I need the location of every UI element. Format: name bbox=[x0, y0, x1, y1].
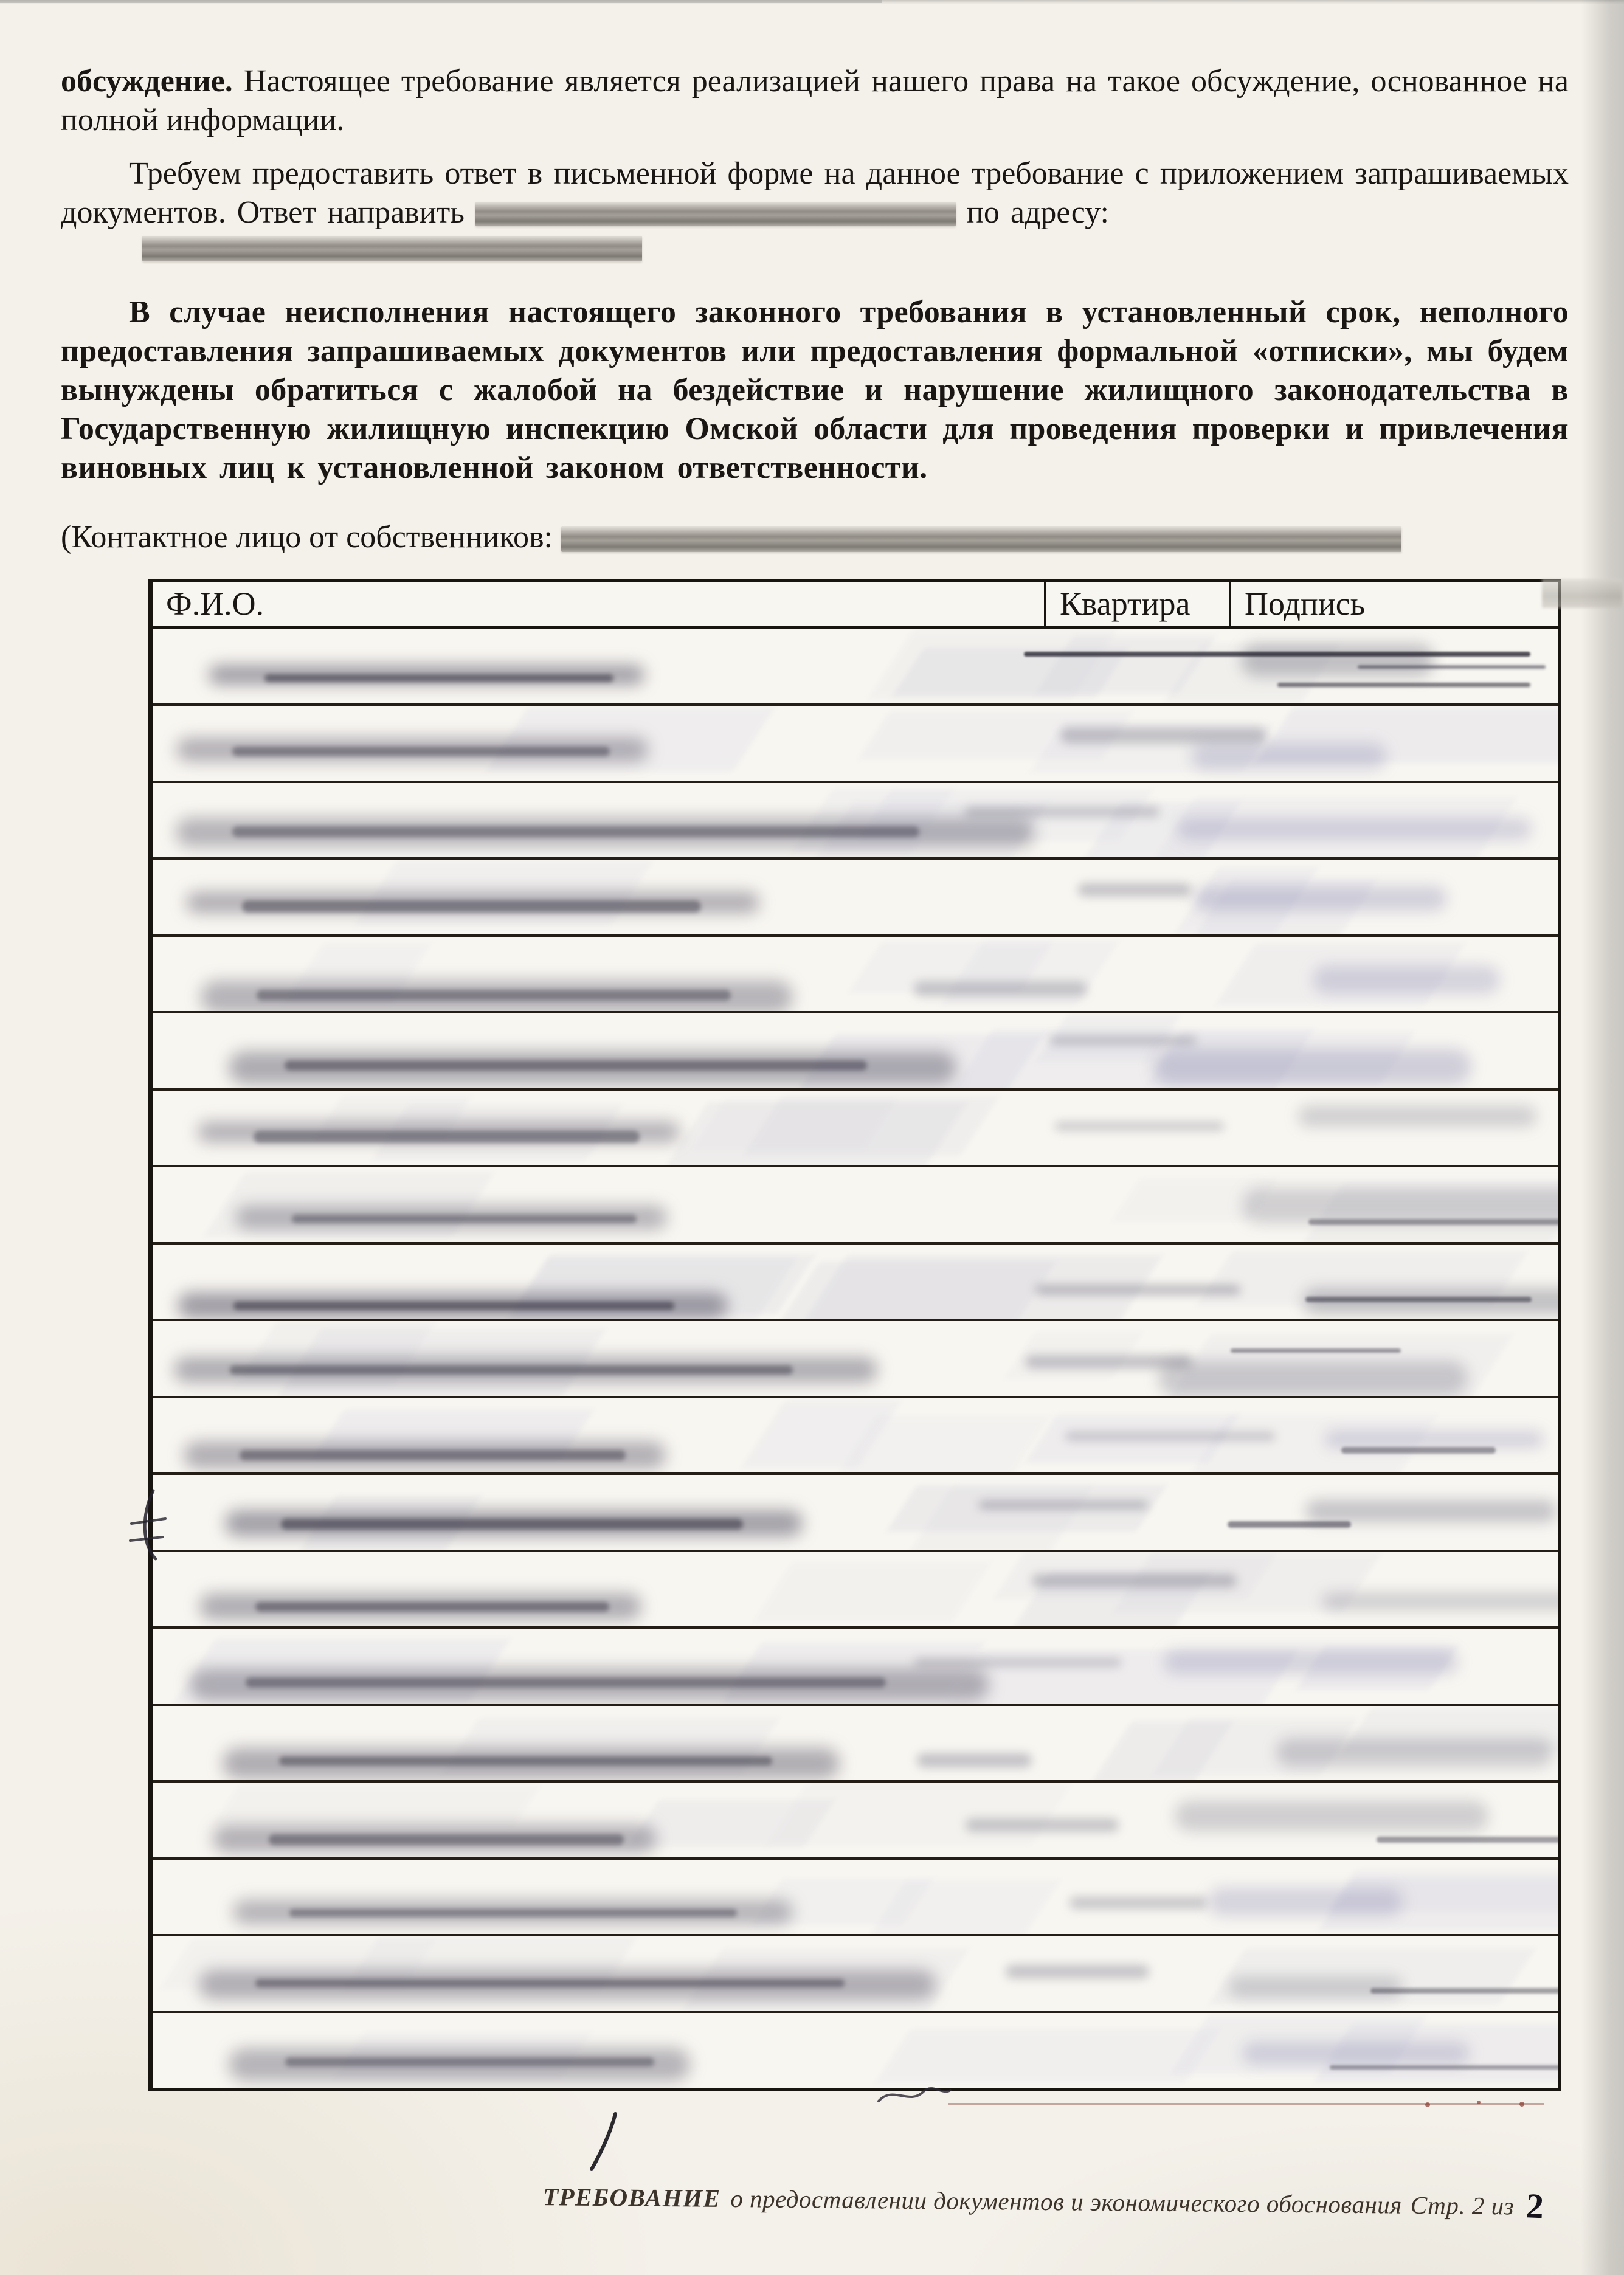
blurred-signature-smear bbox=[1276, 1738, 1554, 1767]
blurred-signature-smear bbox=[230, 1365, 793, 1374]
blurred-signature-smear bbox=[285, 1060, 867, 1071]
blurred-signature-smear bbox=[1256, 708, 1558, 763]
blurred-signature-smear bbox=[1164, 643, 1340, 702]
table-row bbox=[153, 1321, 1558, 1398]
contact-person-label: (Контактное лицо от собственников: bbox=[61, 520, 553, 554]
blurred-signature-smear bbox=[1025, 1355, 1192, 1368]
blurred-signature-smear bbox=[1209, 1949, 1535, 2004]
blurred-signature-smear bbox=[1231, 1348, 1400, 1353]
blurred-signature-smear bbox=[848, 942, 1053, 993]
blurred-signature-smear bbox=[892, 647, 1128, 697]
blurred-signature-smear bbox=[178, 1293, 728, 1319]
blurred-signature-smear bbox=[790, 1034, 1044, 1091]
blurred-signature-smear bbox=[774, 1262, 1057, 1321]
blurred-signature-smear bbox=[1158, 1361, 1468, 1395]
red-speck-2 bbox=[1477, 2101, 1481, 2104]
blurred-signature-smear bbox=[1055, 1122, 1224, 1131]
blurred-signature-smear bbox=[1084, 802, 1240, 859]
table-row bbox=[153, 783, 1558, 860]
blurred-signature-smear bbox=[1037, 1015, 1181, 1062]
blurred-signature-smear bbox=[627, 1800, 835, 1847]
blurred-signature-smear bbox=[857, 790, 1152, 841]
blurred-signature-smear bbox=[190, 1668, 990, 1701]
blurred-signature-smear bbox=[1242, 2042, 1470, 2065]
table-row bbox=[153, 1398, 1558, 1475]
table-row bbox=[153, 1783, 1558, 1859]
blurred-signature-smear bbox=[1164, 1334, 1513, 1398]
blurred-signature-smear bbox=[1277, 683, 1530, 687]
blurred-signature-smear bbox=[1308, 1219, 1558, 1225]
blurred-signature-smear bbox=[1147, 1032, 1415, 1085]
blurred-signature-smear bbox=[1319, 1878, 1558, 1930]
blurred-signature-smear bbox=[174, 1357, 878, 1383]
demand-text-after-redaction: по адресу: bbox=[956, 195, 1109, 230]
paragraph-discussion bbox=[61, 62, 1569, 140]
blurred-signature-smear bbox=[233, 1302, 674, 1310]
red-speck-1 bbox=[1425, 2102, 1430, 2107]
blurred-signature-smear bbox=[1322, 1593, 1558, 1609]
blurred-signature-smear bbox=[941, 941, 1119, 1006]
blurred-signature-smear bbox=[284, 944, 431, 1004]
blurred-signature-smear bbox=[240, 1450, 626, 1460]
blurred-signature-smear bbox=[1194, 886, 1446, 911]
blurred-signature-smear bbox=[721, 1643, 984, 1704]
blurred-signature-smear bbox=[859, 711, 1133, 759]
blurred-signature-smear bbox=[277, 1329, 606, 1398]
blurred-signature-smear bbox=[1175, 1801, 1488, 1832]
table-row bbox=[153, 1936, 1558, 2013]
blurred-signature-smear bbox=[1024, 652, 1530, 657]
red-tinge-bottom-border bbox=[948, 2103, 1544, 2105]
blurred-signature-smear bbox=[1010, 1572, 1211, 1629]
blurred-signature-smear bbox=[1303, 1288, 1558, 1314]
blurred-signature-smear bbox=[234, 1322, 435, 1386]
blurred-signature-smear bbox=[1296, 1646, 1459, 1690]
blurred-signature-smear bbox=[255, 1602, 609, 1612]
table-row bbox=[153, 1706, 1558, 1783]
blurred-signature-smear bbox=[511, 1255, 817, 1314]
header-cell-apartment: Квартира bbox=[1044, 582, 1229, 626]
blurred-signature-smear bbox=[1241, 644, 1434, 677]
blurred-signature-smear bbox=[159, 1939, 437, 1989]
contact-person-line bbox=[61, 518, 1569, 557]
blurred-signature-smear bbox=[299, 1496, 482, 1552]
blurred-signature-smear bbox=[1242, 1188, 1558, 1223]
blurred-signature-smear bbox=[289, 1909, 737, 1918]
blurred-signature-smear bbox=[174, 1639, 510, 1703]
blurred-signature-smear bbox=[1313, 965, 1501, 994]
header-cell-fio: Ф.И.О. bbox=[166, 585, 264, 622]
table-row bbox=[153, 860, 1558, 936]
blurred-signature-smear bbox=[184, 1441, 666, 1469]
blurred-signature-smear bbox=[269, 1834, 624, 1846]
blurred-signature-smear bbox=[753, 1562, 992, 1622]
blurred-signature-smear bbox=[232, 747, 610, 756]
redacted-address-bar bbox=[142, 236, 642, 261]
table-row bbox=[153, 1475, 1558, 1552]
table-row bbox=[153, 706, 1558, 782]
blurred-signature-smear bbox=[1358, 665, 1546, 669]
blurred-signature-smear bbox=[875, 2029, 1220, 2083]
blurred-signature-smear bbox=[664, 1102, 967, 1167]
redacted-recipient-bar bbox=[475, 202, 956, 226]
blurred-signature-smear bbox=[1196, 1251, 1528, 1306]
blurred-signature-smear bbox=[232, 826, 920, 837]
blurred-signature-smear bbox=[233, 1900, 792, 1924]
blurred-signature-smear bbox=[1006, 1965, 1149, 1978]
blurred-signature-smear bbox=[1306, 1500, 1557, 1522]
signature-table-header bbox=[153, 582, 1558, 629]
blurred-signature-smear bbox=[1192, 879, 1377, 937]
red-speck-3 bbox=[1519, 2102, 1524, 2107]
signature-table-body bbox=[153, 629, 1558, 2088]
blurred-signature-smear bbox=[1191, 743, 1386, 770]
blurred-signature-smear bbox=[371, 1105, 623, 1161]
paragraph-demand-response bbox=[61, 154, 1569, 232]
blurred-signature-smear bbox=[1030, 724, 1274, 772]
table-row bbox=[153, 2013, 1558, 2087]
blurred-signature-smear bbox=[1032, 1574, 1237, 1587]
redacted-contact-bar bbox=[561, 526, 1401, 552]
header-cell-signature: Подпись bbox=[1229, 582, 1558, 626]
blurred-signature-smear bbox=[212, 1784, 542, 1825]
blurred-signature-smear bbox=[965, 807, 1159, 817]
blurred-signature-smear bbox=[229, 1051, 956, 1084]
blurred-signature-smear bbox=[1175, 868, 1318, 933]
blurred-signature-smear bbox=[1299, 1183, 1558, 1245]
scan-edge-artifact-top bbox=[0, 0, 882, 3]
blurred-signature-smear bbox=[1111, 1178, 1278, 1222]
blurred-signature-smear bbox=[979, 1501, 1147, 1509]
blurred-signature-smear bbox=[442, 1718, 779, 1775]
blurred-signature-smear bbox=[1164, 1650, 1458, 1674]
blurred-signature-smear bbox=[1298, 1106, 1536, 1127]
blurred-signature-smear bbox=[1152, 1719, 1358, 1775]
blurred-signature-smear bbox=[766, 1784, 1073, 1846]
blurred-signature-smear bbox=[264, 674, 613, 682]
page-footer bbox=[542, 2173, 1546, 2226]
blurred-signature-smear bbox=[917, 1753, 1032, 1767]
blurred-signature-smear bbox=[966, 1818, 1119, 1831]
scan-smudge-right-margin bbox=[1542, 579, 1622, 608]
blurred-signature-smear bbox=[223, 1748, 840, 1780]
table-row bbox=[153, 1091, 1558, 1167]
blurred-signature-smear bbox=[1025, 1415, 1239, 1463]
blurred-signature-smear bbox=[1090, 1721, 1234, 1783]
blurred-signature-smear bbox=[313, 1410, 595, 1458]
blurred-signature-smear bbox=[503, 1257, 797, 1321]
footer-page-label: Стр. 2 из bbox=[1410, 2190, 1515, 2220]
blurred-signature-smear bbox=[791, 789, 954, 854]
blurred-signature-smear bbox=[281, 1519, 743, 1530]
blurred-signature-smear bbox=[1170, 2015, 1427, 2074]
blurred-signature-smear bbox=[242, 900, 700, 913]
blurred-signature-smear bbox=[1078, 883, 1191, 896]
blurred-signature-smear bbox=[1228, 1521, 1351, 1528]
blurred-signature-smear bbox=[1035, 636, 1215, 694]
blurred-signature-smear bbox=[285, 2057, 654, 2066]
blurred-signature-smear bbox=[1004, 1332, 1143, 1379]
paragraph-lead-bold: обсуждение. bbox=[61, 64, 233, 98]
blurred-signature-smear bbox=[186, 892, 759, 914]
blurred-signature-smear bbox=[1377, 1837, 1558, 1843]
blurred-signature-smear bbox=[742, 1401, 902, 1468]
pen-mark-seven-stroke bbox=[592, 2114, 615, 2169]
footer-subtitle: о предоставлении документов и экономического обоснования bbox=[730, 2184, 1403, 2219]
blurred-signature-smear bbox=[1050, 1037, 1196, 1044]
blurred-signature-smear bbox=[1327, 1870, 1558, 1912]
blurred-signature-smear bbox=[344, 1936, 637, 1990]
blurred-signature-smear bbox=[1181, 1415, 1438, 1475]
blurred-signature-smear bbox=[354, 861, 653, 925]
signature-table bbox=[148, 579, 1561, 2091]
blurred-signature-smear bbox=[199, 1970, 935, 1999]
blurred-signature-smear bbox=[1035, 1285, 1240, 1294]
blurred-signature-smear bbox=[213, 1825, 657, 1852]
blurred-signature-smear bbox=[1342, 1709, 1558, 1752]
blurred-signature-smear bbox=[1113, 1553, 1381, 1612]
blurred-signature-smear bbox=[914, 1659, 1121, 1666]
blurred-signature-smear bbox=[1177, 818, 1531, 840]
blurred-signature-smear bbox=[1069, 1897, 1207, 1909]
blurred-signature-smear bbox=[682, 1949, 969, 2011]
blurred-signature-smear bbox=[334, 2032, 592, 2079]
footer-page-number-handwritten: 2 bbox=[1525, 2186, 1546, 2226]
blurred-signature-smear bbox=[254, 1131, 640, 1143]
table-row bbox=[153, 1013, 1558, 1090]
blurred-signature-smear bbox=[814, 802, 1049, 860]
blurred-signature-smear bbox=[1149, 798, 1517, 860]
blurred-signature-smear bbox=[292, 1215, 637, 1223]
blurred-signature-smear bbox=[1229, 1977, 1403, 1997]
blurred-signature-smear bbox=[993, 1552, 1278, 1599]
table-row bbox=[153, 1245, 1558, 1321]
table-row bbox=[153, 629, 1558, 706]
blurred-signature-smear bbox=[225, 1510, 803, 1536]
blurred-signature-smear bbox=[948, 1029, 1315, 1090]
table-row bbox=[153, 1167, 1558, 1244]
table-row bbox=[153, 1552, 1558, 1629]
blurred-signature-smear bbox=[1208, 1888, 1403, 1915]
blurred-signature-smear bbox=[314, 1096, 472, 1139]
table-row bbox=[153, 1629, 1558, 1705]
blurred-signature-smear bbox=[1325, 1431, 1543, 1448]
blurred-signature-smear bbox=[1341, 1447, 1496, 1454]
blurred-signature-smear bbox=[744, 1096, 1000, 1156]
blurred-signature-smear bbox=[176, 818, 1035, 847]
blurred-signature-smear bbox=[246, 1677, 885, 1688]
blurred-signature-smear bbox=[907, 1486, 1093, 1552]
blurred-signature-smear bbox=[859, 1880, 1061, 1936]
blurred-signature-smear bbox=[199, 1593, 641, 1620]
blurred-signature-smear bbox=[752, 1879, 933, 1925]
blurred-signature-smear bbox=[868, 629, 1118, 699]
blurred-signature-smear bbox=[209, 665, 644, 685]
blurred-signature-smear bbox=[204, 1173, 495, 1236]
blurred-signature-smear bbox=[176, 737, 648, 761]
blurred-signature-smear bbox=[201, 981, 793, 1013]
footer-doc-title: ТРЕБОВАНИЕ bbox=[542, 2183, 721, 2212]
table-row bbox=[153, 1860, 1558, 1936]
blurred-signature-smear bbox=[799, 1255, 1163, 1321]
blurred-signature-smear bbox=[486, 708, 774, 772]
blurred-signature-smear bbox=[255, 1979, 845, 1987]
paragraph-lead-rest: Настоящее требование является реализацией нашего права на такое обсуждение, основанное на полной информации. bbox=[61, 64, 1569, 137]
blurred-signature-smear bbox=[257, 990, 731, 1001]
blurred-signature-smear bbox=[1305, 1297, 1532, 1302]
blurred-signature-smear bbox=[1330, 2065, 1558, 2070]
blurred-signature-smear bbox=[914, 981, 1087, 996]
blurred-signature-smear bbox=[1314, 2024, 1558, 2082]
blurred-signature-smear bbox=[1215, 944, 1465, 1005]
document-content bbox=[61, 62, 1569, 2091]
blurred-signature-smear bbox=[932, 1649, 1299, 1706]
blurred-signature-smear bbox=[835, 1415, 1051, 1475]
blurred-signature-smear bbox=[1060, 727, 1266, 744]
table-row bbox=[153, 937, 1558, 1013]
blurred-signature-smear bbox=[279, 1756, 773, 1766]
blurred-signature-smear bbox=[1370, 1988, 1558, 1994]
blurred-signature-smear bbox=[1065, 1432, 1275, 1440]
blurred-signature-smear bbox=[886, 1485, 1167, 1531]
blurred-signature-smear bbox=[691, 1099, 897, 1150]
blurred-signature-smear bbox=[229, 2048, 690, 2081]
paragraph-warning-bold: В случае неисполнения настоящего законного требования в установленный срок, неполного предоставления запрашиваемых документов или предоставления формальной «отписки», мы будем вынуждены обратиться с жалобой на бездействие и нарушение жилищного законодательства в Государственную жилищную инспекцию Омской области для проведения проверки и привлечения виновных лиц к установленной законом ответственности. bbox=[61, 295, 1569, 485]
demand-text-before-redaction: Требуем предоставить ответ в письменной форме на данное требование с приложением запрашиваемых документов. Ответ направить bbox=[61, 156, 1569, 230]
blurred-signature-smear bbox=[1153, 1049, 1471, 1085]
blurred-signature-smear bbox=[235, 1206, 667, 1229]
blurred-signature-smear bbox=[198, 1122, 680, 1142]
